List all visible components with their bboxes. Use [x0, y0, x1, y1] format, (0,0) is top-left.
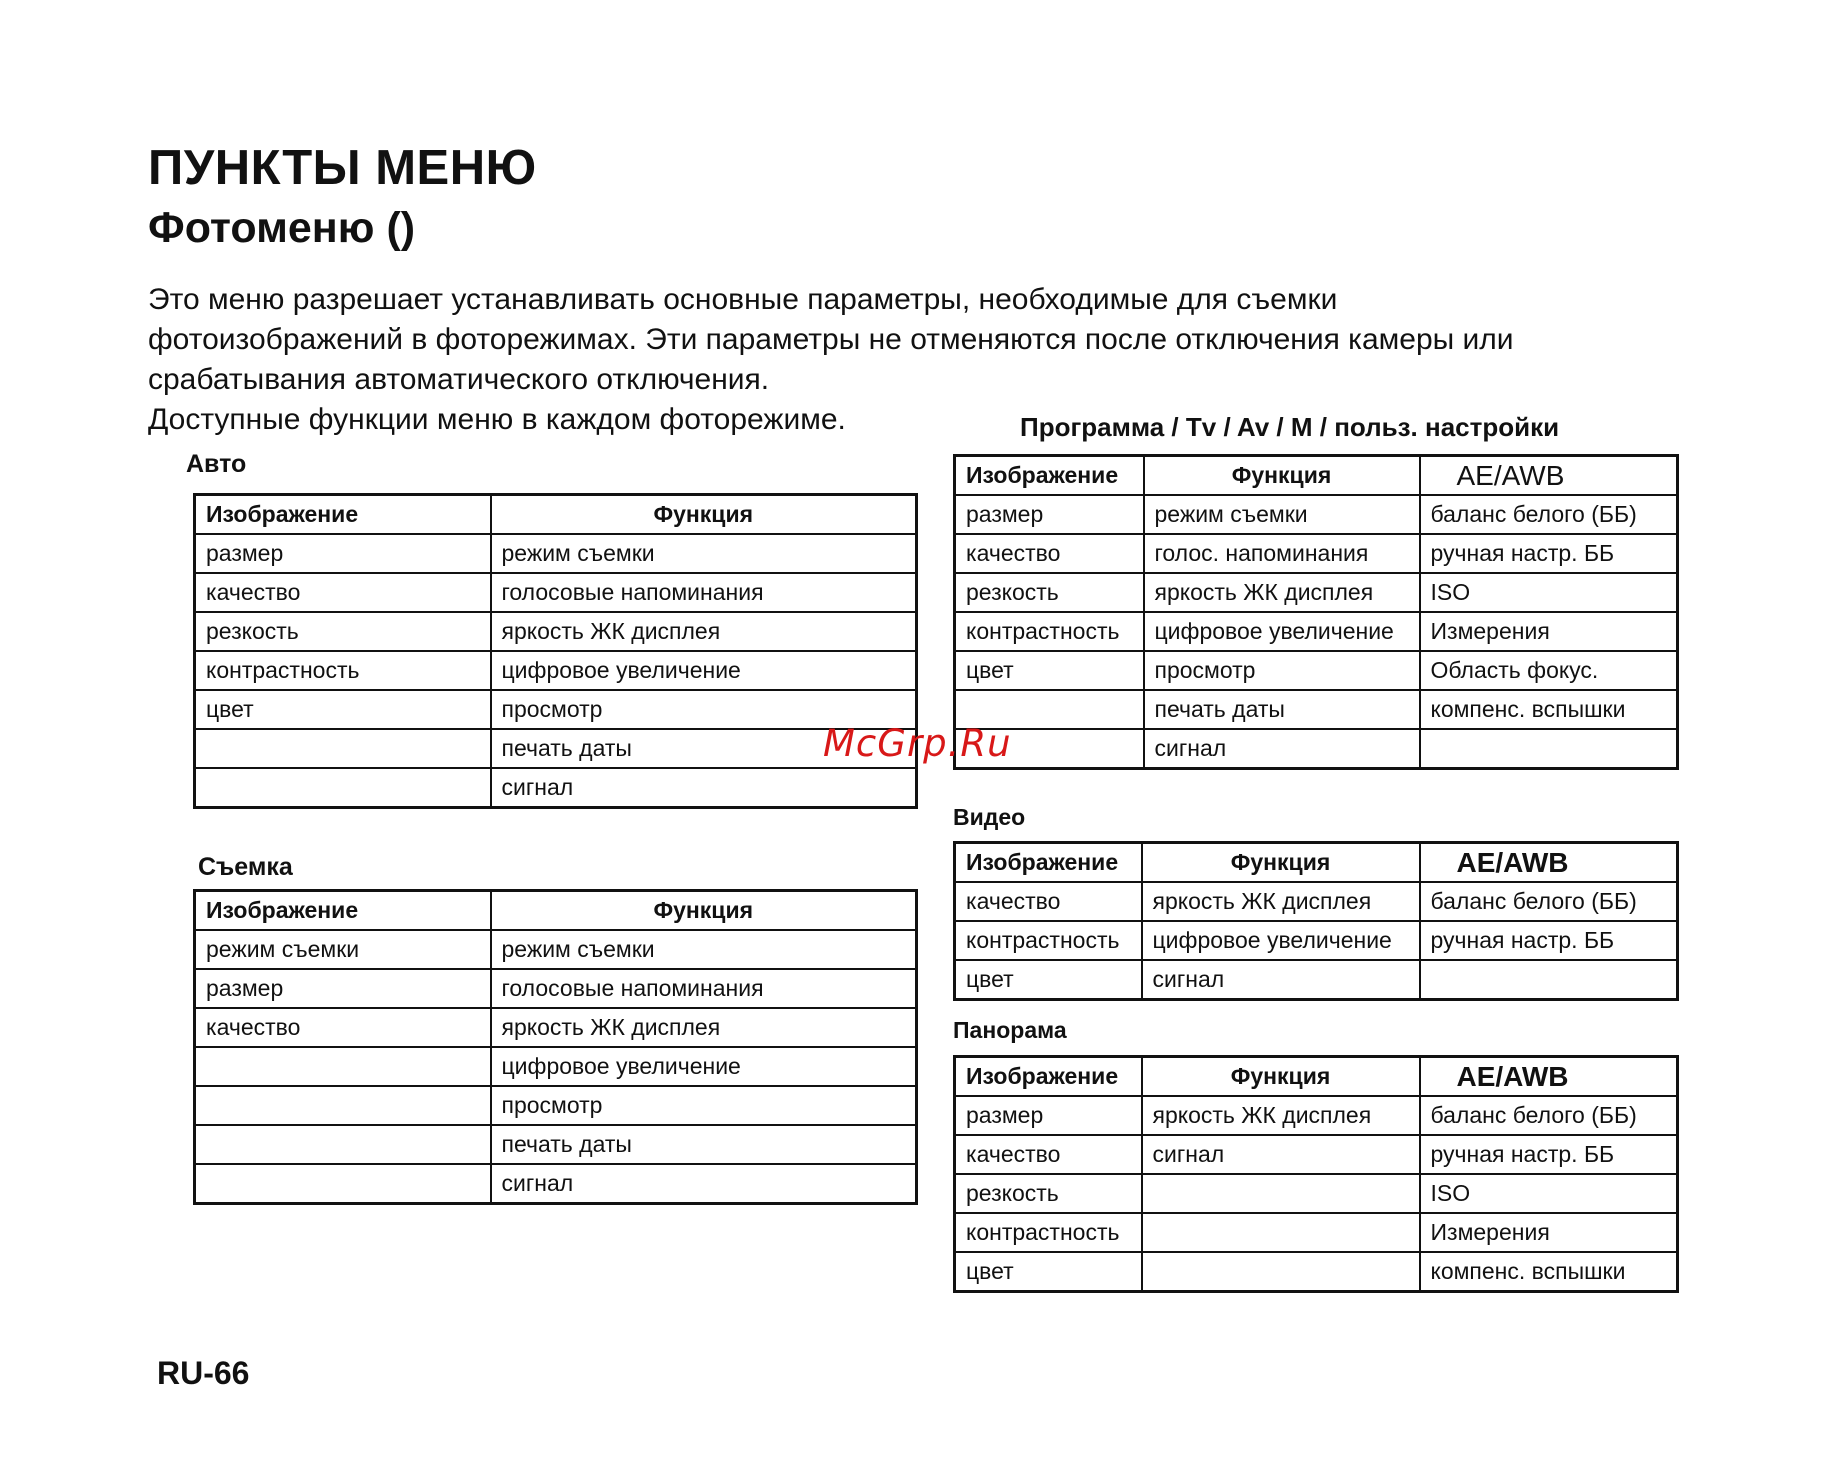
table-cell: ручная настр. ББ	[1420, 921, 1678, 960]
table-row	[195, 690, 917, 729]
table-row	[195, 612, 917, 651]
table-row	[195, 651, 917, 690]
table-cell	[195, 1047, 491, 1086]
column-header: Изображение	[955, 456, 1144, 496]
table-cell: цифровое увеличение	[491, 1047, 917, 1086]
table-cell: качество	[195, 1008, 491, 1047]
intro-line: Это меню разрешает устанавливать основные параметры, необходимые для съемки	[148, 283, 1338, 316]
table-cell: режим съемки	[491, 930, 917, 969]
table-cell: размер	[195, 534, 491, 573]
page-title: ПУНКТЫ МЕНЮ	[148, 141, 537, 195]
table-cell: Измерения	[1420, 612, 1678, 651]
table-cell: просмотр	[491, 690, 917, 729]
page-number: RU-66	[157, 1355, 250, 1391]
table-cell: резкость	[955, 1174, 1142, 1213]
table-cell: цифровое увеличение	[1142, 921, 1420, 960]
table-cell	[195, 1164, 491, 1204]
column-header: Изображение	[955, 843, 1142, 883]
program-label: Программа / Tv / Av / M / польз. настройки	[1020, 412, 1560, 442]
column-header: Функция	[1142, 843, 1420, 883]
table-cell: сигнал	[1142, 1135, 1420, 1174]
table-row	[195, 1047, 917, 1086]
table-cell: резкость	[955, 573, 1144, 612]
table-cell	[195, 1086, 491, 1125]
program-menu-table	[953, 454, 1679, 770]
table-cell: размер	[955, 1096, 1142, 1135]
video-label: Видео	[953, 804, 1026, 830]
table-cell: ручная настр. ББ	[1420, 534, 1678, 573]
table-row	[955, 1096, 1678, 1135]
table-row	[195, 534, 917, 573]
table-row	[195, 768, 917, 808]
table-cell: яркость ЖК дисплея	[1142, 882, 1420, 921]
table-cell: цифровое увеличение	[491, 651, 917, 690]
table-cell	[195, 729, 491, 768]
panorama-menu-table	[953, 1055, 1679, 1293]
table-cell	[1142, 1213, 1420, 1252]
table-cell: сигнал	[491, 1164, 917, 1204]
table-cell: режим съемки	[195, 930, 491, 969]
column-header: Изображение	[195, 891, 491, 931]
table-row	[955, 690, 1678, 729]
table-cell: контрастность	[955, 921, 1142, 960]
table-cell: режим съемки	[491, 534, 917, 573]
table-row	[955, 651, 1678, 690]
intro-line: Доступные функции меню в каждом фоторежиме.	[148, 403, 846, 436]
table-cell: размер	[195, 969, 491, 1008]
column-header: Изображение	[955, 1057, 1142, 1097]
table-cell: баланс белого (ББ)	[1420, 882, 1678, 921]
column-header: AE/AWB	[1420, 1057, 1678, 1097]
table-cell: яркость ЖК дисплея	[491, 1008, 917, 1047]
table-cell: баланс белого (ББ)	[1420, 1096, 1678, 1135]
table-row	[955, 1252, 1678, 1292]
table-row	[955, 960, 1678, 1000]
table-row	[195, 729, 917, 768]
table-row	[195, 1125, 917, 1164]
table-cell: голос. напоминания	[1144, 534, 1420, 573]
table-row	[955, 921, 1678, 960]
table-row	[195, 1086, 917, 1125]
table-cell: цвет	[195, 690, 491, 729]
table-cell: яркость ЖК дисплея	[491, 612, 917, 651]
table-cell: сигнал	[1142, 960, 1420, 1000]
table-cell	[1420, 729, 1678, 769]
table-cell: качество	[955, 534, 1144, 573]
column-header: Функция	[1142, 1057, 1420, 1097]
shooting-label: Съемка	[198, 853, 293, 881]
table-row	[955, 1135, 1678, 1174]
table-header-row	[195, 891, 917, 931]
table-cell: Область фокус.	[1420, 651, 1678, 690]
column-header: AE/AWB	[1420, 843, 1678, 883]
table-cell: сигнал	[491, 768, 917, 808]
table-cell	[195, 1125, 491, 1164]
table-cell: голосовые напоминания	[491, 573, 917, 612]
table-row	[955, 729, 1678, 769]
table-cell: цвет	[955, 960, 1142, 1000]
table-cell: яркость ЖК дисплея	[1142, 1096, 1420, 1135]
table-cell: качество	[195, 573, 491, 612]
table-row	[955, 534, 1678, 573]
column-header: Функция	[491, 891, 917, 931]
column-header: Функция	[1144, 456, 1420, 496]
table-cell: режим съемки	[1144, 495, 1420, 534]
table-cell: резкость	[195, 612, 491, 651]
table-cell: сигнал	[1144, 729, 1420, 769]
table-cell: цифровое увеличение	[1144, 612, 1420, 651]
table-cell: печать даты	[491, 1125, 917, 1164]
table-cell	[1142, 1252, 1420, 1292]
auto-menu-table	[193, 493, 918, 809]
table-row	[195, 1164, 917, 1204]
shooting-menu-table	[193, 889, 918, 1205]
auto-label: Авто	[186, 450, 247, 478]
table-cell: ISO	[1420, 1174, 1678, 1213]
watermark-text: McGrp.Ru	[823, 722, 1012, 765]
intro-line: фотоизображений в фоторежимах. Эти параметры не отменяются после отключения камеры или	[148, 323, 1514, 356]
table-row	[955, 612, 1678, 651]
table-row	[955, 1213, 1678, 1252]
table-row	[955, 882, 1678, 921]
table-cell: Измерения	[1420, 1213, 1678, 1252]
table-header-row	[195, 495, 917, 535]
table-cell	[1420, 960, 1678, 1000]
table-row	[955, 573, 1678, 612]
table-cell: просмотр	[491, 1086, 917, 1125]
table-cell	[195, 768, 491, 808]
table-header-row	[955, 456, 1678, 496]
table-cell: ручная настр. ББ	[1420, 1135, 1678, 1174]
table-header-row	[955, 1057, 1678, 1097]
table-cell: качество	[955, 1135, 1142, 1174]
table-row	[955, 495, 1678, 534]
table-cell: компенс. вспышки	[1420, 690, 1678, 729]
column-header: Функция	[491, 495, 917, 535]
table-cell: печать даты	[1144, 690, 1420, 729]
table-row	[195, 969, 917, 1008]
video-menu-table	[953, 841, 1679, 1001]
column-header: AE/AWB	[1420, 456, 1678, 496]
table-row	[195, 1008, 917, 1047]
table-row	[195, 573, 917, 612]
table-cell: компенс. вспышки	[1420, 1252, 1678, 1292]
column-header: Изображение	[195, 495, 491, 535]
table-cell: цвет	[955, 651, 1144, 690]
table-cell: качество	[955, 882, 1142, 921]
table-cell: контрастность	[195, 651, 491, 690]
table-cell: голосовые напоминания	[491, 969, 917, 1008]
table-cell: цвет	[955, 1252, 1142, 1292]
table-cell: контрастность	[955, 612, 1144, 651]
table-header-row	[955, 843, 1678, 883]
table-cell: ISO	[1420, 573, 1678, 612]
page-subtitle: Фотоменю ()	[148, 204, 416, 252]
table-cell: баланс белого (ББ)	[1420, 495, 1678, 534]
table-cell: просмотр	[1144, 651, 1420, 690]
table-row	[955, 1174, 1678, 1213]
panorama-label: Панорама	[953, 1017, 1067, 1043]
intro-line: срабатывания автоматического отключения.	[148, 363, 770, 396]
table-cell: размер	[955, 495, 1144, 534]
table-cell: печать даты	[491, 729, 917, 768]
table-cell	[1142, 1174, 1420, 1213]
table-row	[195, 930, 917, 969]
table-cell: яркость ЖК дисплея	[1144, 573, 1420, 612]
table-cell: контрастность	[955, 1213, 1142, 1252]
